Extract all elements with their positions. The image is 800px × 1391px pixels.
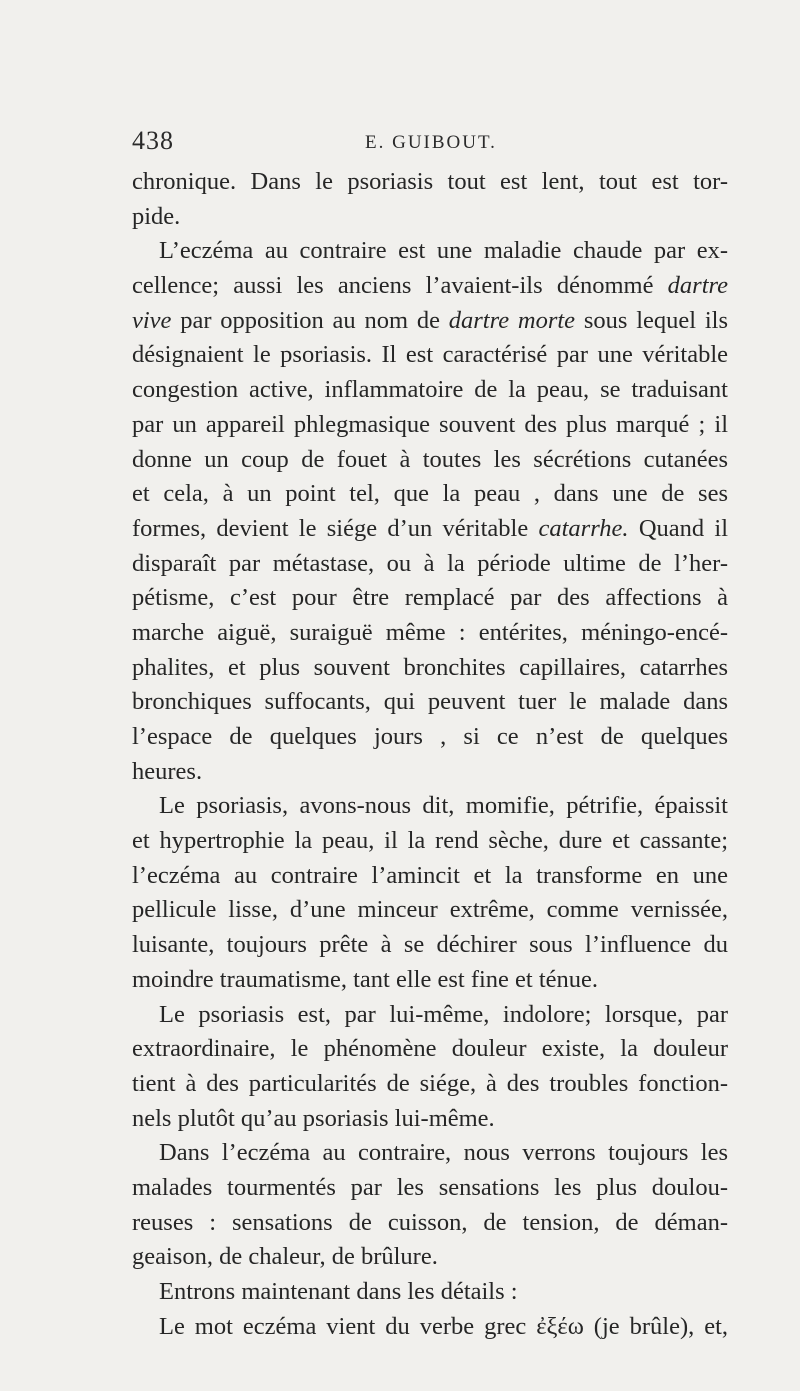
text-line: par un appareil phlegmasique souvent des plus marqué ; il [132,410,728,438]
text-line: Le psoriasis est, par lui-même, indolore; lorsque, par [159,1000,728,1028]
text-line: désignaient le psoriasis. Il est caractérisé par une véritable [132,341,728,369]
text-line: et hypertrophie la peau, il la rend sèche, dure et cassante; [132,827,728,855]
italic-term: vive [132,306,172,334]
text-line: disparaît par métastase, ou à la période ultime de l’her- [132,549,728,577]
page-header [130,126,730,166]
text-segment: par opposition au nom de [180,306,440,334]
text-line: Le psoriasis, avons-nous dit, momifie, pétrifie, épaissit [159,792,728,820]
text-line: donne un coup de fouet à toutes les sécrétions cutanées [132,445,728,473]
running-head: E. GUIBOUT. [365,132,497,153]
text-line: luisante, toujours prête à se déchirer sous l’influence du [132,931,728,959]
text-line: Dans l’eczéma au contraire, nous verrons toujours les [159,1139,728,1167]
text-segment: Quand il [638,514,729,542]
text-line: nels plutôt qu’au psoriasis lui-même. [132,1104,495,1132]
text-line: extraordinaire, le phénomène douleur existe, la douleur [132,1035,728,1063]
page-number: 438 [132,126,174,155]
text-line: pellicule lisse, d’une minceur extrême, comme vernissée, [132,896,728,924]
text-line: Entrons maintenant dans les détails : [159,1278,518,1305]
body-text [132,165,728,1344]
text-line [132,269,728,304]
text-line: malades tourmentés par les sensations les plus doulou- [132,1173,728,1201]
text-line [132,512,728,547]
italic-term: catarrhe. [538,514,629,542]
text-line: congestion active, inflammatoire de la peau, se traduisant [132,376,728,404]
text-line: l’eczéma au contraire l’amincit et la transforme en une [132,861,728,889]
text-segment: sous lequel ils [583,306,729,334]
text-line: Le mot eczéma vient du verbe grec ἐξέω (je brûle), et, [159,1312,728,1340]
text-line: pide. [132,202,181,230]
italic-term: dartre morte [448,306,576,334]
text-line: bronchiques suffocants, qui peuvent tuer le malade dans [132,688,728,716]
text-segment: formes, devient le siége d’un véritable [132,514,529,542]
text-line: moindre traumatisme, tant elle est fine et ténue. [132,965,599,993]
text-line: heures. [132,757,203,785]
text-line [132,304,728,339]
text-line: tient à des particularités de siége, à des troubles fonction- [132,1069,728,1097]
text-line: l’espace de quelques jours , si ce n’est de quelques [132,723,728,750]
text-line: marche aiguë, suraiguë même : entérites, méningo-encé- [132,618,728,646]
text-line: chronique. Dans le psoriasis tout est lent, tout est tor- [132,168,728,195]
text-line: L’eczéma au contraire est une maladie chaude par ex- [159,237,728,265]
text-segment: cellence; aussi les anciens l’avaient-ils dénommé [132,272,654,300]
text-line: et cela, à un point tel, que la peau , dans une de ses [132,480,728,508]
italic-term: dartre [667,272,728,300]
text-line: pétisme, c’est pour être remplacé par des affections à [132,584,728,612]
text-line: reuses : sensations de cuisson, de tension, de déman- [132,1208,728,1236]
text-line: geaison, de chaleur, de brûlure. [132,1243,438,1271]
text-line: phalites, et plus souvent bronchites capillaires, catarrhes [132,653,728,681]
